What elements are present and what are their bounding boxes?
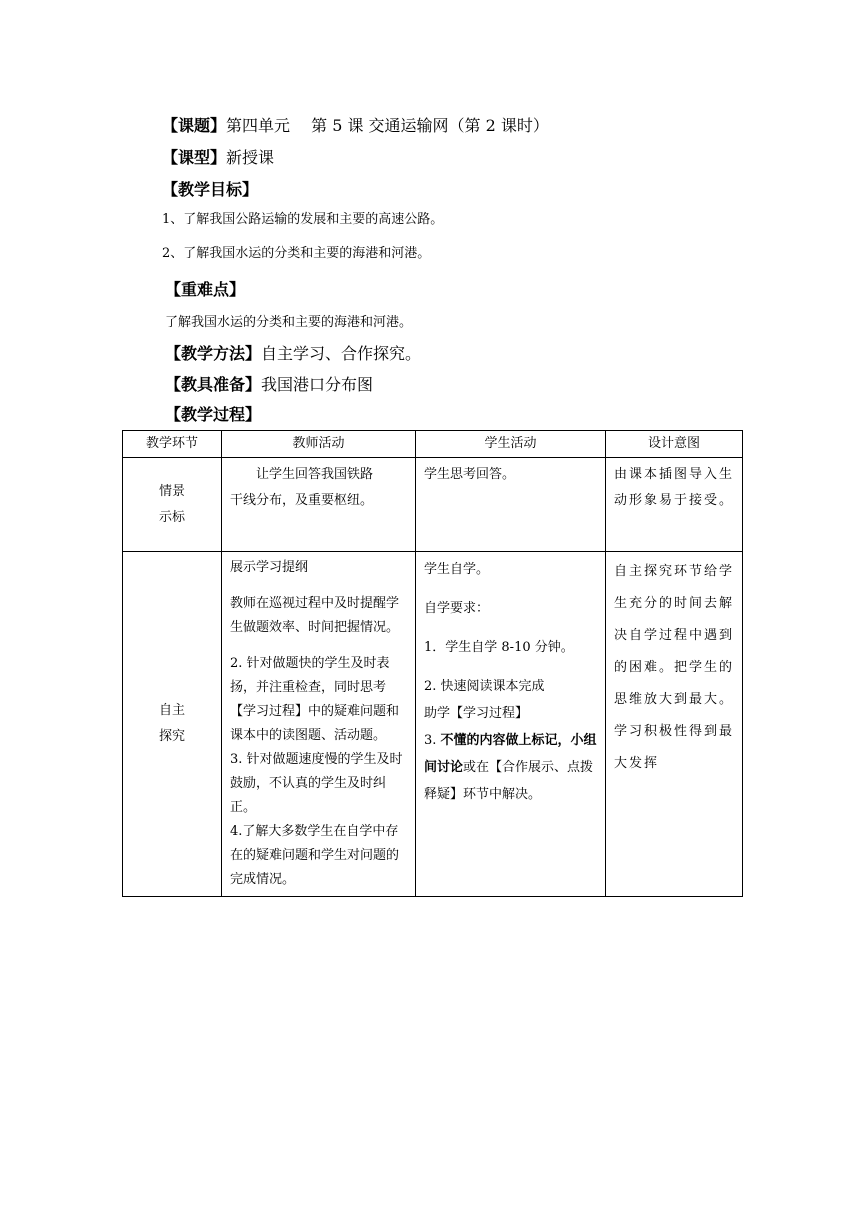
col-header-teacher: 教师活动 [222,431,416,458]
process-label: 【教学过程】 [165,405,262,424]
teaching-process-table [122,430,743,897]
keypoints-value: 了解我国水运的分类和主要的海港和河港。 [165,315,413,330]
col-header-stage: 教学环节 [123,431,222,458]
teacher-text: 2. 针对做题快的学生及时表扬，并注重检查，同时思考【学习过程】中的疑难问题和课本中的读图题、活动题。 [230,656,400,743]
teacher-text: 教师在巡视过程中及时提醒学生做题效率、时间把握情况。 [230,596,400,635]
teacher-text: 3. 针对做题速度慢的学生及时鼓励，不认真的学生及时纠正。 [230,752,403,815]
topic-line [162,113,549,136]
table-row [123,552,743,897]
intent-text: 由课本插图导入生动形象易于接受。 [614,467,735,508]
tools-label: 【教具准备】 [165,375,262,394]
table-header-row [123,431,743,458]
student-activity-cell [416,552,606,897]
goals-heading [162,177,258,200]
method-value: 自主学习、合作探究。 [261,344,422,363]
table-row [123,458,743,552]
keypoints-heading [165,277,245,300]
topic-value: 第四单元 第 5 课 交通运输网（第 2 课时） [226,116,549,135]
tools-line [165,372,373,395]
teacher-text: 让学生回答我国铁路 [256,467,374,482]
stage-text: 探究 [158,729,185,744]
student-text: 学生自学。 [424,562,490,577]
goal-item: 1、了解我国公路运输的发展和主要的高速公路。 [162,212,444,227]
intent-cell [606,458,743,552]
stage-text: 情景 [158,483,185,499]
student-text: 自学要求： [424,601,490,616]
type-value: 新授课 [226,148,275,167]
student-text: 2. 快速阅读课本完成 [424,679,545,694]
student-text-rest: 或在【合作展示、点拨释疑】环节中解决。 [424,760,594,802]
stage-cell [123,458,222,552]
teacher-text: 干线分布，及重要枢纽。 [230,493,374,508]
keypoints-label: 【重难点】 [165,280,246,299]
student-text: 1．学生自学 8-10 分钟。 [424,640,574,655]
col-header-student: 学生活动 [416,431,606,458]
teacher-text: 4.了解大多数学生在自学中存在的疑难问题和学生对问题的完成情况。 [230,824,400,887]
student-text-emphasis: 不懂的内容做上标记，小组间讨论 [424,733,597,775]
student-activity-cell [416,458,606,552]
type-line [162,145,274,168]
goals-label: 【教学目标】 [162,180,259,199]
method-label: 【教学方法】 [165,344,262,363]
student-text [424,727,597,808]
goal-item: 2、了解我国水运的分类和主要的海港和河港。 [162,246,431,261]
type-label: 【课型】 [162,148,227,167]
student-text-number: 3. [424,733,441,748]
teacher-text: 展示学习提纲 [230,560,309,575]
tools-value: 我国港口分布图 [261,375,374,394]
student-text: 学生思考回答。 [424,467,516,482]
teacher-activity-cell [222,552,416,897]
stage-cell [123,552,222,897]
student-text: 助学【学习过程】 [424,706,529,721]
col-header-intent: 设计意图 [606,431,743,458]
intent-text: 自主探究环节给学生充分的时间去解决自学过程中遇到的困难。把学生的思维放大到最大。学习积极性得到最大发挥 [614,564,735,771]
stage-text: 示标 [158,509,185,525]
topic-label: 【课题】 [162,116,227,135]
stage-text: 自主 [158,703,185,718]
method-line [165,341,421,364]
teacher-activity-cell [222,458,416,552]
intent-cell [606,552,743,897]
process-heading [165,402,261,425]
